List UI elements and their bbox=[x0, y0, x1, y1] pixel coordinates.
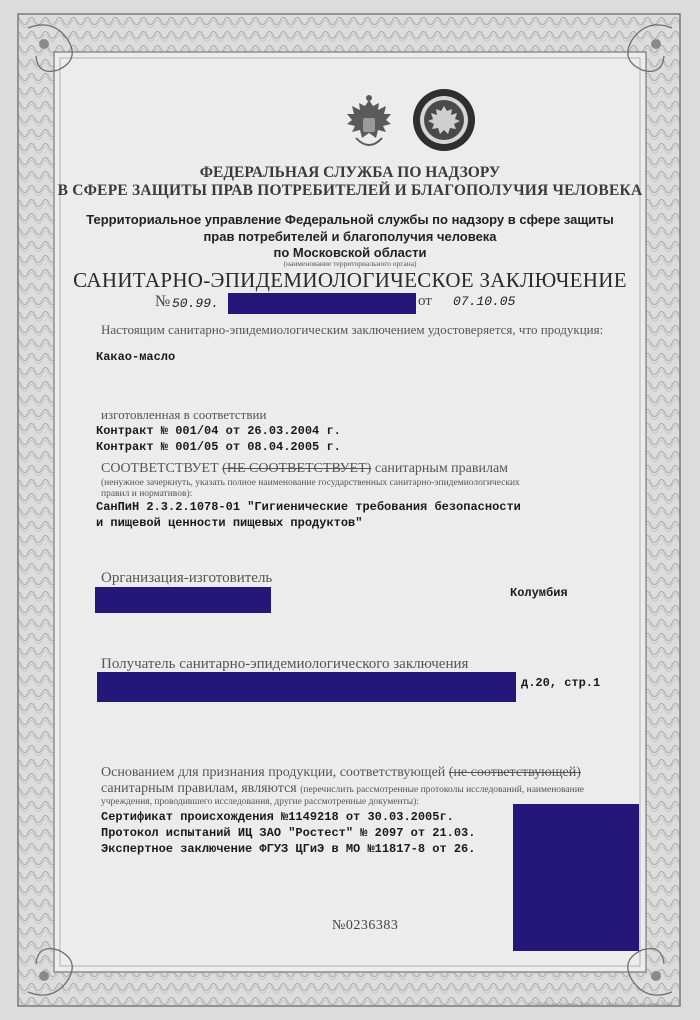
manufacturer-label: Организация-изготовитель bbox=[101, 570, 273, 586]
basis-note-line3: учреждения, проводившего исследования, другие рассмотренные документы): bbox=[101, 797, 419, 807]
basis-not-complies: (не соответствующей) bbox=[448, 765, 581, 780]
basis-line2 bbox=[101, 781, 584, 797]
double-headed-eagle-icon bbox=[336, 92, 402, 158]
contract-line1: Контракт № 001/04 от 26.03.2004 г. bbox=[96, 424, 341, 438]
complies-label: СООТВЕТСТВУЕТ bbox=[101, 461, 219, 476]
manufacturer-country: Колумбия bbox=[510, 586, 568, 600]
rules-note-line2: правил и нормативов): bbox=[101, 489, 193, 499]
subagency-caption: (наименование территориального органа) bbox=[283, 259, 417, 268]
document-line1: Сертификат происхождения №1149218 от 30.03.2005г. bbox=[101, 810, 454, 824]
contract-line2: Контракт № 001/05 от 08.04.2005 г. bbox=[96, 440, 341, 454]
intro-text: Настоящим санитарно-эпидемиологическим заключением удостоверяется, что продукция: bbox=[101, 322, 604, 337]
subagency-line3: по Московской области bbox=[273, 245, 427, 260]
made-per-label: изготовленная в соответствии bbox=[101, 407, 267, 422]
date-value: 07.10.05 bbox=[453, 294, 516, 309]
sanpin-line2: и пищевой ценности пищевых продуктов" bbox=[96, 516, 363, 530]
certificate-title: САНИТАРНО-ЭПИДЕМИОЛОГИЧЕСКОЕ ЗАКЛЮЧЕНИЕ bbox=[73, 268, 627, 292]
sanpin-line1: СанПиН 2.3.2.1078-01 "Гигиенические требования безопасности bbox=[96, 500, 521, 514]
agency-seal-icon bbox=[410, 86, 478, 154]
product-name: Какао-масло bbox=[96, 350, 176, 364]
not-complies-label: (НЕ СООТВЕТСТВУЕТ) bbox=[222, 461, 372, 476]
rules-note-line1: (ненужное зачеркнуть, указать полное наименование государственных санитарно-эпидемиологических bbox=[101, 478, 520, 488]
basis-text: Основанием для признания продукции, соответствующей bbox=[101, 765, 446, 780]
document-line2: Протокол испытаний ИЦ ЗАО "Ростест" № 2097 от 21.03. bbox=[101, 826, 476, 840]
subagency-line1: Территориальное управление Федеральной службы по надзору в сфере защиты bbox=[86, 212, 614, 227]
serial-number: №0236383 bbox=[332, 918, 399, 933]
printer-footer: © 2005 Первая печатная фабрика · г. Москва · 2005 · лицензия № 48 bbox=[526, 1003, 672, 1008]
basis-note: (перечислить рассмотренные протоколы исследований, наименование bbox=[300, 785, 585, 795]
number-value: 50.99. bbox=[172, 296, 219, 311]
redacted-documents bbox=[513, 804, 639, 951]
number-prefix: № bbox=[155, 293, 171, 310]
sanitary-rules-label: санитарным правилам bbox=[374, 461, 509, 476]
agency-title-line2: В СФЕРЕ ЗАЩИТЫ ПРАВ ПОТРЕБИТЕЛЕЙ И БЛАГОПОЛУЧИЯ ЧЕЛОВЕКА bbox=[57, 182, 643, 199]
recipient-address-tail: д.20, стр.1 bbox=[521, 676, 601, 690]
complies-line bbox=[101, 461, 508, 477]
redacted-recipient bbox=[97, 672, 516, 702]
date-prefix: от bbox=[418, 293, 432, 309]
subagency-line2: прав потребителей и благополучия человека bbox=[203, 229, 497, 244]
recipient-label: Получатель санитарно-эпидемиологического заключения bbox=[101, 656, 469, 672]
basis-line1 bbox=[101, 765, 581, 781]
document-line3: Экспертное заключение ФГУЗ ЦГиЭ в МО №11817-8 от 26. bbox=[101, 842, 476, 856]
redacted-number bbox=[228, 293, 416, 314]
basis-rules-text: санитарным правилам, являются bbox=[101, 781, 297, 796]
redacted-manufacturer bbox=[95, 587, 271, 613]
agency-title-line1: ФЕДЕРАЛЬНАЯ СЛУЖБА ПО НАДЗОРУ bbox=[199, 164, 501, 181]
